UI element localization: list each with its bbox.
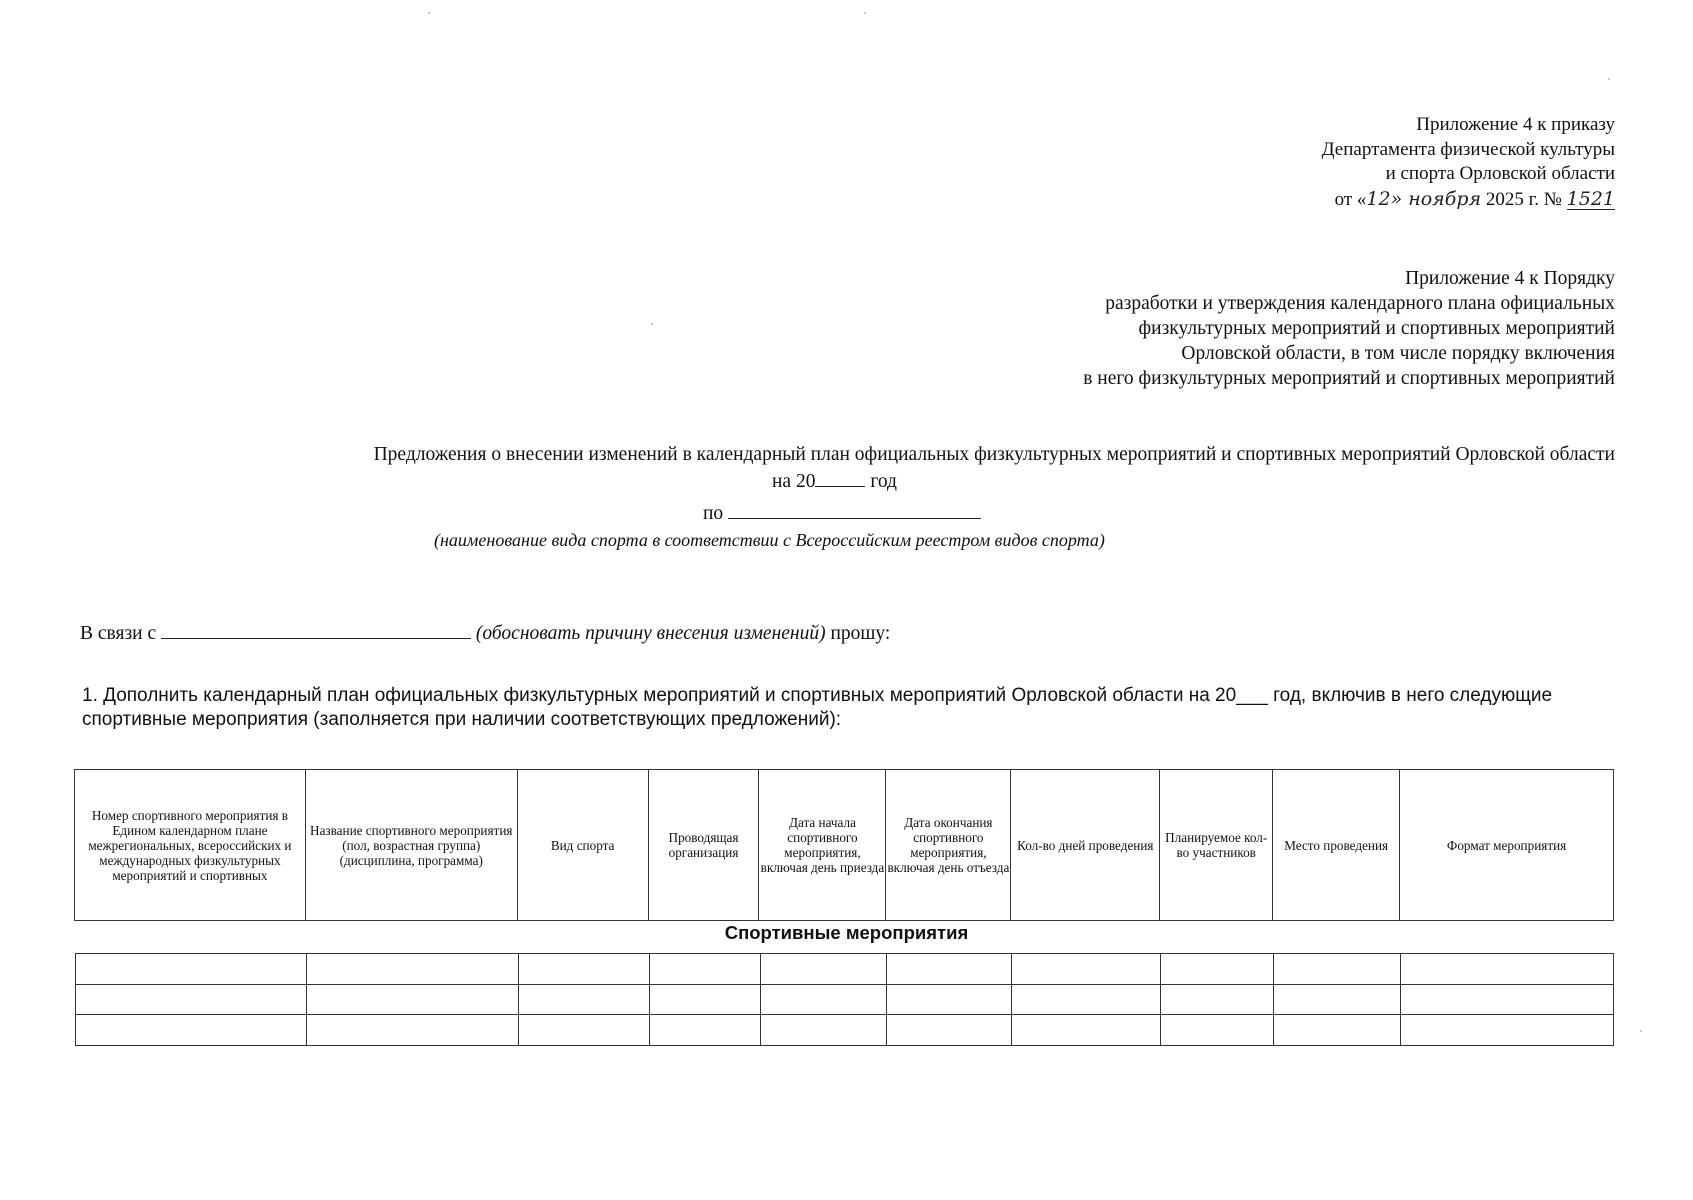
header-cell-days: Кол-во дней проведения bbox=[1011, 770, 1160, 921]
table-cell[interactable] bbox=[760, 1015, 887, 1046]
table-cell[interactable] bbox=[887, 1015, 1012, 1046]
table-cell[interactable] bbox=[518, 984, 649, 1015]
table-cell[interactable] bbox=[306, 984, 518, 1015]
table-cell[interactable] bbox=[1274, 1015, 1401, 1046]
appendix-order-line3: и спорта Орловской области bbox=[1385, 163, 1615, 184]
events-header-table bbox=[74, 769, 1614, 921]
table-row bbox=[76, 984, 1614, 1015]
sport-blank[interactable] bbox=[728, 502, 981, 519]
table-cell[interactable] bbox=[1274, 954, 1401, 985]
table-row bbox=[76, 1015, 1614, 1046]
table-cell[interactable] bbox=[1274, 984, 1401, 1015]
appendix-order-line1: Приложение 4 к приказу bbox=[1416, 114, 1615, 135]
scan-speck bbox=[864, 12, 866, 14]
table-row bbox=[76, 954, 1614, 985]
section-title: Спортивные мероприятия bbox=[724, 922, 969, 943]
events-body-table bbox=[75, 953, 1614, 1046]
reason-suffix: прошу: bbox=[830, 623, 891, 644]
order-year-text: 2025 г. № bbox=[1485, 188, 1562, 210]
table-cell[interactable] bbox=[306, 1015, 518, 1046]
date-prefix: от « bbox=[1334, 188, 1367, 210]
reason-hint: (обосновать причину внесения изменений) bbox=[475, 623, 826, 644]
table-cell[interactable] bbox=[649, 1015, 760, 1046]
table-cell[interactable] bbox=[1401, 954, 1614, 985]
table-cell[interactable] bbox=[649, 954, 760, 985]
header-cell-start-date: Дата начала спортивного мероприятия, включая день приезда bbox=[759, 770, 886, 921]
appendix-procedure-line: Орловской области, в том числе порядку включения bbox=[1181, 343, 1615, 364]
document-title: Предложения о внесении изменений в календарный план официальных физкультурных мероприятий и спортивных мероприятий Орловской области bbox=[373, 444, 1615, 465]
table-cell[interactable] bbox=[887, 984, 1012, 1015]
handwritten-order-number: 1521 bbox=[1566, 187, 1615, 210]
table-cell[interactable] bbox=[760, 984, 887, 1015]
table-cell[interactable] bbox=[1012, 1015, 1161, 1046]
table-cell[interactable] bbox=[76, 1015, 307, 1046]
sport-prefix: по bbox=[703, 503, 724, 524]
appendix-procedure-line: в него физкультурных мероприятий и спортивных мероприятий bbox=[1083, 368, 1615, 389]
reason-prefix: В связи с bbox=[80, 623, 157, 644]
header-cell-organizer: Проводящая организация bbox=[648, 770, 759, 921]
reason-blank[interactable] bbox=[161, 622, 471, 639]
appendix-procedure-block bbox=[1083, 266, 1615, 391]
header-cell-sport: Вид спорта bbox=[517, 770, 648, 921]
appendix-procedure-line: разработки и утверждения календарного плана официальных bbox=[1105, 293, 1615, 314]
table-cell[interactable] bbox=[887, 954, 1012, 985]
table-cell[interactable] bbox=[649, 984, 760, 1015]
table-cell[interactable] bbox=[76, 984, 307, 1015]
table-cell[interactable] bbox=[760, 954, 887, 985]
table-cell[interactable] bbox=[1401, 1015, 1614, 1046]
year-suffix: год bbox=[870, 471, 897, 492]
header-cell-location: Место проведения bbox=[1273, 770, 1400, 921]
header-cell-number: Номер спортивного мероприятия в Едином календарном плане межрегиональных, всероссийских и международных физкультурных мероприятий и спортивных bbox=[75, 770, 306, 921]
table-cell[interactable] bbox=[76, 954, 307, 985]
year-prefix: на 20 bbox=[772, 471, 816, 492]
header-row bbox=[75, 770, 1614, 921]
scan-speck bbox=[1608, 78, 1610, 80]
table-cell[interactable] bbox=[1012, 984, 1161, 1015]
handwritten-date: 12» ноября bbox=[1366, 187, 1482, 210]
table-cell[interactable] bbox=[1161, 1015, 1274, 1046]
sport-line bbox=[703, 502, 981, 525]
reason-line bbox=[80, 622, 890, 645]
table-cell[interactable] bbox=[1161, 984, 1274, 1015]
appendix-procedure-line: физкультурных мероприятий и спортивных мероприятий bbox=[1138, 318, 1615, 339]
table-cell[interactable] bbox=[1161, 954, 1274, 985]
table-cell[interactable] bbox=[518, 1015, 649, 1046]
item-1-text: 1. Дополнить календарный план официальных физкультурных мероприятий и спортивных мероприятий Орловской области на 20___ год, включив в него следующие спортивные мероприятия (заполняется при наличии соответствующих предложений): bbox=[82, 685, 1553, 730]
table-cell[interactable] bbox=[1012, 954, 1161, 985]
header-cell-name: Название спортивного мероприятия (пол, возрастная группа) (дисциплина, программа) bbox=[305, 770, 517, 921]
sport-hint: (наименование вида спорта в соответствии с Всероссийским реестром видов спорта) bbox=[434, 530, 1105, 550]
header-cell-participants: Планируемое кол-во участников bbox=[1160, 770, 1273, 921]
table-cell[interactable] bbox=[518, 954, 649, 985]
scan-speck bbox=[428, 12, 430, 14]
table-cell[interactable] bbox=[1401, 984, 1614, 1015]
header-cell-format: Формат мероприятия bbox=[1400, 770, 1614, 921]
appendix-order-line2: Департамента физической культуры bbox=[1321, 138, 1615, 160]
appendix-procedure-line: Приложение 4 к Порядку bbox=[1405, 268, 1615, 289]
year-blank[interactable] bbox=[815, 470, 865, 487]
scan-speck bbox=[651, 323, 653, 325]
appendix-order-block bbox=[1322, 113, 1615, 212]
scan-speck bbox=[1640, 1030, 1642, 1032]
appendix-order-date-line bbox=[1322, 187, 1615, 213]
table-cell[interactable] bbox=[306, 954, 518, 985]
header-cell-end-date: Дата окончания спортивного мероприятия, включая день отъезда bbox=[886, 770, 1011, 921]
